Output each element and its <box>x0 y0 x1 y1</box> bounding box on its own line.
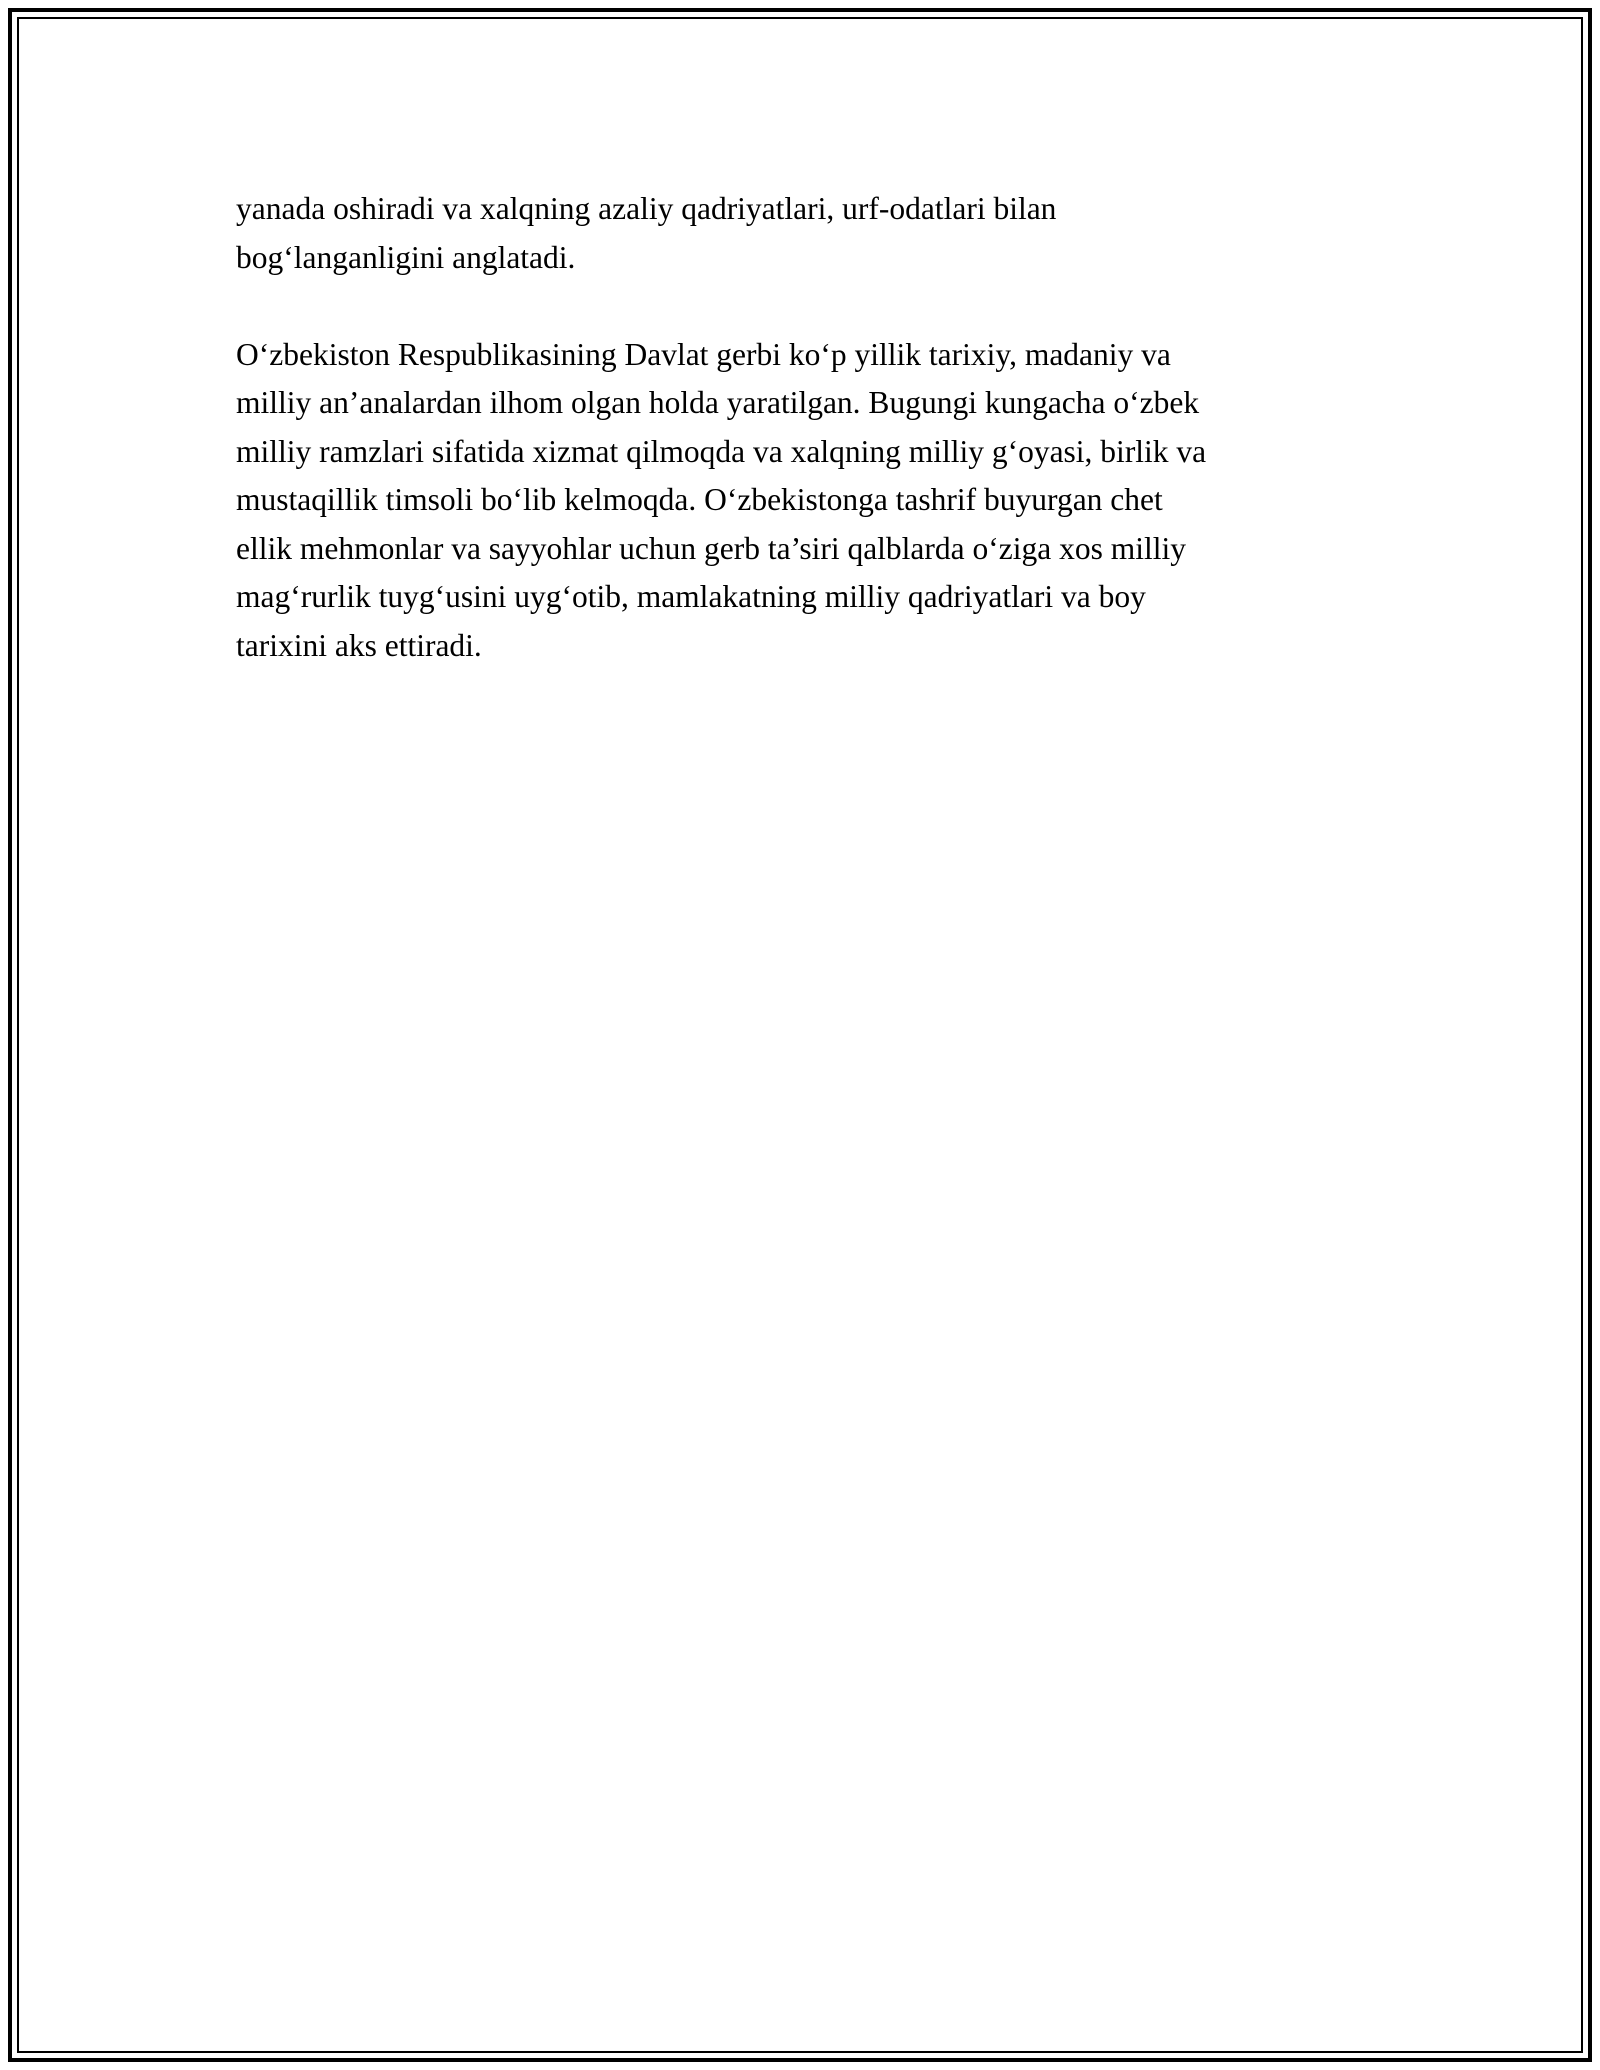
text-line: tarixini aks ettiradi. <box>236 627 482 663</box>
text-line: mag‘rurlik tuyg‘usini uyg‘otib, mamlakatning milliy qadriyatlari va boy <box>236 579 1146 614</box>
text-line: O‘zbekiston Respublikasining Davlat gerbi ko‘p yillik tarixiy, madaniy va <box>236 336 1171 372</box>
paragraph-continuation <box>236 185 1386 282</box>
paragraph-coat-of-arms <box>236 331 1386 671</box>
text-line: yanada oshiradi va xalqning azaliy qadriyatlari, urf-odatlari bilan <box>236 191 1057 226</box>
document-body <box>236 185 1386 670</box>
text-line: mustaqillik timsoli bo‘lib kelmoqda. O‘zbekistonga tashrif buyurgan chet <box>236 482 1163 517</box>
text-line: milliy ramzlari sifatida xizmat qilmoqda va xalqning milliy g‘oyasi, birlik va <box>236 433 1207 469</box>
text-line: milliy an’analardan ilhom olgan holda yaratilgan. Bugungi kungacha o‘zbek <box>236 385 1200 420</box>
text-line: ellik mehmonlar va sayyohlar uchun gerb ta’siri qalblarda o‘ziga xos milliy <box>236 530 1186 566</box>
text-line: bog‘langanligini anglatadi. <box>236 239 576 275</box>
